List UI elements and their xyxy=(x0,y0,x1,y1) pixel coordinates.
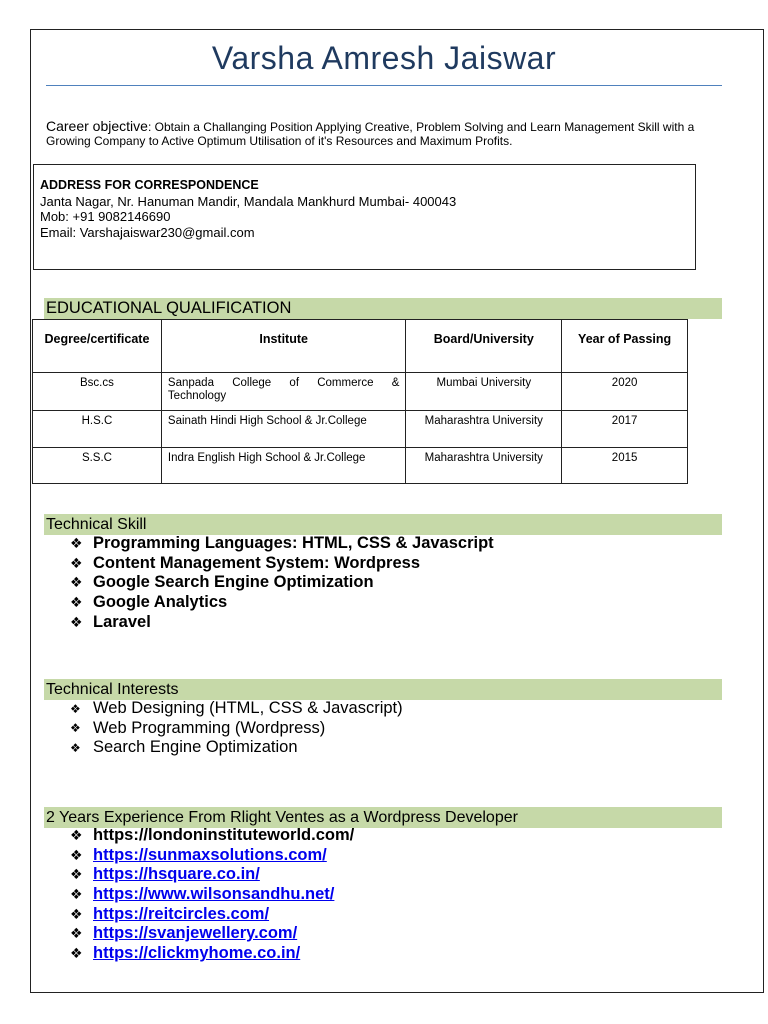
diamond-bullet-icon: ❖ xyxy=(70,925,83,942)
list-item xyxy=(70,612,494,632)
project-url: https://londoninstituteworld.com/ xyxy=(93,826,355,845)
address-box xyxy=(33,164,696,270)
list-item xyxy=(70,738,403,758)
table-cell: Mumbai University xyxy=(406,373,562,411)
table-cell: Bsc.cs xyxy=(33,373,162,411)
list-item xyxy=(70,904,354,924)
table-cell: 2017 xyxy=(562,411,688,448)
table-row xyxy=(33,373,688,411)
list-item xyxy=(70,573,494,593)
table-cell: S.S.C xyxy=(33,448,162,484)
column-header: Institute xyxy=(161,320,405,373)
objective-label: Career objective xyxy=(46,118,148,134)
career-objective xyxy=(46,119,722,148)
diamond-bullet-icon: ❖ xyxy=(70,827,83,844)
project-link[interactable]: https://hsquare.co.in/ xyxy=(93,865,260,884)
skill-text: Laravel xyxy=(93,612,151,631)
skill-text: Programming Languages: HTML, CSS & Javascript xyxy=(93,534,494,553)
list-item xyxy=(70,944,354,964)
table-cell: 2015 xyxy=(562,448,688,484)
diamond-bullet-icon: ❖ xyxy=(70,594,83,611)
interest-text: Search Engine Optimization xyxy=(93,738,298,757)
interest-text: Web Programming (Wordpress) xyxy=(93,718,326,737)
table-cell: Sainath Hindi High School & Jr.College xyxy=(161,411,405,448)
technical-interests-heading: Technical Interests xyxy=(44,679,722,700)
email-line: Email: Varshajaiswar230@gmail.com xyxy=(40,224,255,240)
diamond-bullet-icon: ❖ xyxy=(70,846,83,863)
technical-skill-heading: Technical Skill xyxy=(44,514,722,535)
column-header: Degree/certificate xyxy=(33,320,162,373)
project-link[interactable]: https://www.wilsonsandhu.net/ xyxy=(93,885,335,904)
table-cell: 2020 xyxy=(562,373,688,411)
diamond-bullet-icon: ❖ xyxy=(70,944,83,961)
address-line: Janta Nagar, Nr. Hanuman Mandir, Mandala Mankhurd Mumbai- 400043 xyxy=(40,193,457,209)
table-cell: Sanpada College of Commerce & Technology xyxy=(161,373,405,411)
experience-heading: 2 Years Experience From Rlight Ventes as a Wordpress Developer xyxy=(44,807,722,828)
interest-text: Web Designing (HTML, CSS & Javascript) xyxy=(93,699,403,718)
table-row xyxy=(33,448,688,484)
diamond-bullet-icon: ❖ xyxy=(70,613,83,630)
list-item xyxy=(70,865,354,885)
column-header: Board/University xyxy=(406,320,562,373)
project-link[interactable]: https://clickmyhome.co.in/ xyxy=(93,943,301,962)
table-cell: Indra English High School & Jr.College xyxy=(161,448,405,484)
project-link[interactable]: https://sunmaxsolutions.com/ xyxy=(93,845,327,864)
skill-text: Google Search Engine Optimization xyxy=(93,573,374,592)
table-cell: Maharashtra University xyxy=(406,448,562,484)
education-table xyxy=(32,319,688,484)
list-item xyxy=(70,826,354,846)
objective-text: : Obtain a Challanging Position Applying Creative, Problem Solving and Learn Management Skill with a Growing Company to Active Optimum Utilisation of it's Resources and Maximum Profits. xyxy=(46,120,695,148)
list-item xyxy=(70,719,403,739)
diamond-bullet-icon: ❖ xyxy=(70,574,83,591)
mobile-line: Mob: +91 9082146690 xyxy=(40,209,171,224)
diamond-bullet-icon: ❖ xyxy=(70,535,83,552)
column-header: Year of Passing xyxy=(562,320,688,373)
skill-text: Content Management System: Wordpress xyxy=(93,553,421,572)
diamond-bullet-icon: ❖ xyxy=(70,866,83,883)
diamond-bullet-icon: ❖ xyxy=(70,886,83,903)
skill-text: Google Analytics xyxy=(93,593,228,612)
diamond-bullet-icon: ❖ xyxy=(70,721,81,736)
candidate-name: Varsha Amresh Jaiswar xyxy=(211,40,557,76)
project-links-list xyxy=(70,826,354,963)
address-heading: ADDRESS FOR CORRESPONDENCE xyxy=(40,178,259,192)
table-cell: H.S.C xyxy=(33,411,162,448)
list-item xyxy=(70,846,354,866)
interests-list xyxy=(70,699,403,758)
diamond-bullet-icon: ❖ xyxy=(70,554,83,571)
project-link[interactable]: https://svanjewellery.com/ xyxy=(93,924,298,943)
education-heading: EDUCATIONAL QUALIFICATION xyxy=(44,298,722,319)
list-item xyxy=(70,885,354,905)
table-row xyxy=(33,411,688,448)
list-item xyxy=(70,593,494,613)
skills-list xyxy=(70,534,494,632)
list-item xyxy=(70,534,494,554)
list-item xyxy=(70,924,354,944)
project-link[interactable]: https://reitcircles.com/ xyxy=(93,904,270,923)
name-underline xyxy=(46,85,722,86)
table-cell: Maharashtra University xyxy=(406,411,562,448)
table-header-row xyxy=(33,320,688,373)
list-item xyxy=(70,554,494,574)
list-item xyxy=(70,699,403,719)
diamond-bullet-icon: ❖ xyxy=(70,701,81,716)
diamond-bullet-icon: ❖ xyxy=(70,740,81,755)
diamond-bullet-icon: ❖ xyxy=(70,905,83,922)
